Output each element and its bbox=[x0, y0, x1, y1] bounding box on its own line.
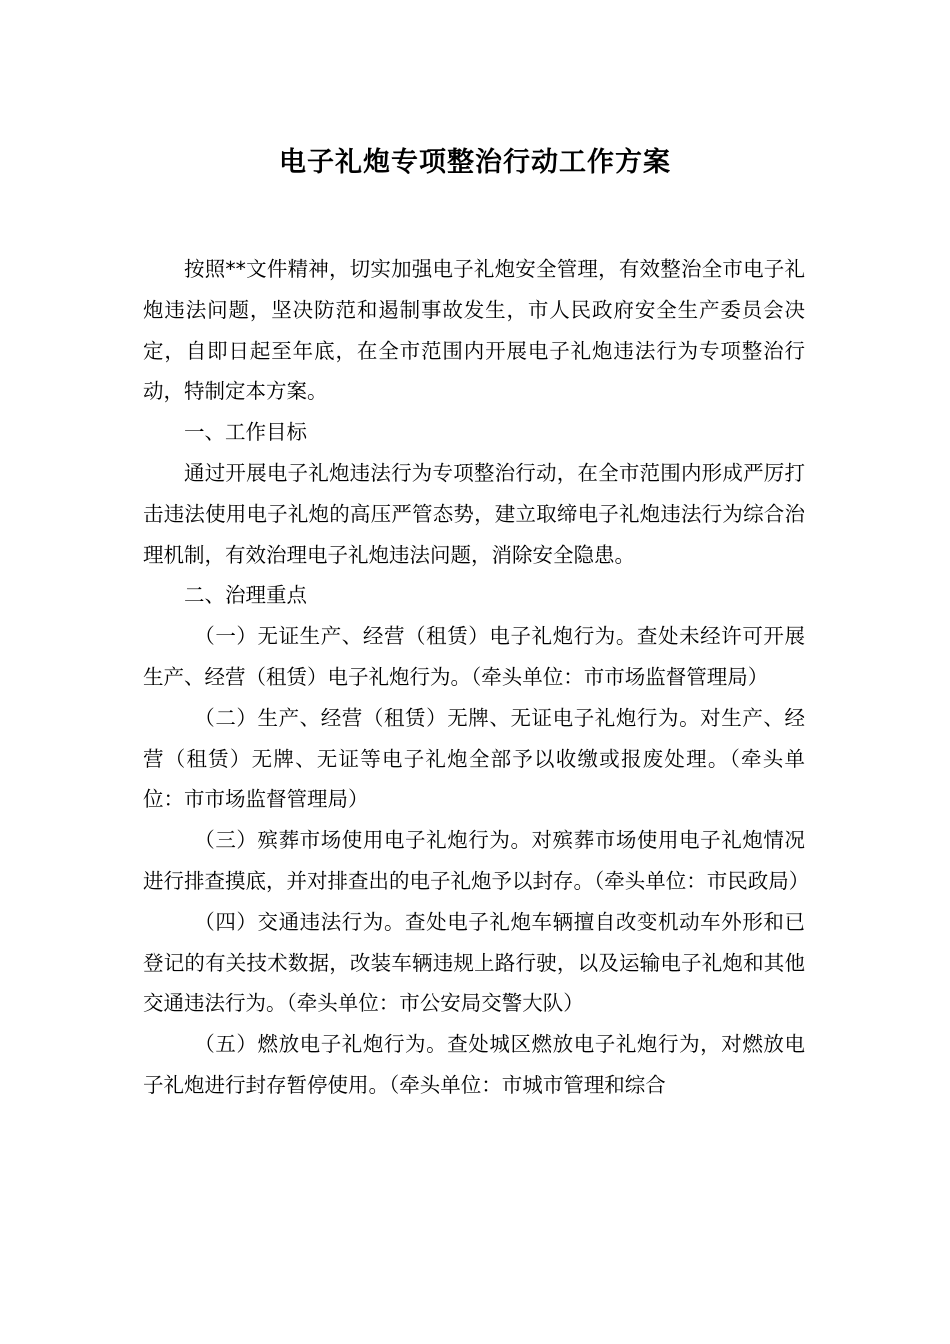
focus-item-5: （五）燃放电子礼炮行为。查处城区燃放电子礼炮行为，对燃放电子礼炮进行封存暂停使用。（牵头单位：市城市管理和综合 bbox=[143, 1032, 805, 1097]
section-heading-goals: 一、工作目标 bbox=[184, 420, 307, 445]
document-body bbox=[143, 249, 810, 1106]
section-heading-focus: 二、治理重点 bbox=[184, 583, 307, 608]
focus-item-4: （四）交通违法行为。查处电子礼炮车辆擅自改变机动车外形和已登记的有关技术数据，改装车辆违规上路行驶，以及运输电子礼炮和其他交通违法行为。（牵头单位：市公安局交警大队） bbox=[143, 909, 805, 1016]
goals-paragraph: 通过开展电子礼炮违法行为专项整治行动，在全市范围内形成严厉打击违法使用电子礼炮的高压严管态势，建立取缔电子礼炮违法行为综合治理机制，有效治理电子礼炮违法问题，消除安全隐患。 bbox=[143, 460, 805, 567]
focus-item-3: （三）殡葬市场使用电子礼炮行为。对殡葬市场使用电子礼炮情况进行排查摸底，并对排查出的电子礼炮予以封存。（牵头单位：市民政局） bbox=[143, 828, 810, 893]
focus-item-2: （二）生产、经营（租赁）无牌、无证电子礼炮行为。对生产、经营（租赁）无牌、无证等电子礼炮全部予以收缴或报废处理。（牵头单位：市市场监督管理局） bbox=[143, 705, 805, 812]
intro-paragraph: 按照**文件精神，切实加强电子礼炮安全管理，有效整治全市电子礼炮违法问题，坚决防范和遏制事故发生，市人民政府安全生产委员会决定，自即日起至年底，在全市范围内开展电子礼炮违法行为专项整治行动，特制定本方案。 bbox=[143, 257, 805, 404]
focus-item-1: （一）无证生产、经营（租赁）电子礼炮行为。查处未经许可开展生产、经营（租赁）电子礼炮行为。（牵头单位：市市场监督管理局） bbox=[143, 624, 805, 689]
document-title: 电子礼炮专项整治行动工作方案 bbox=[279, 147, 671, 178]
